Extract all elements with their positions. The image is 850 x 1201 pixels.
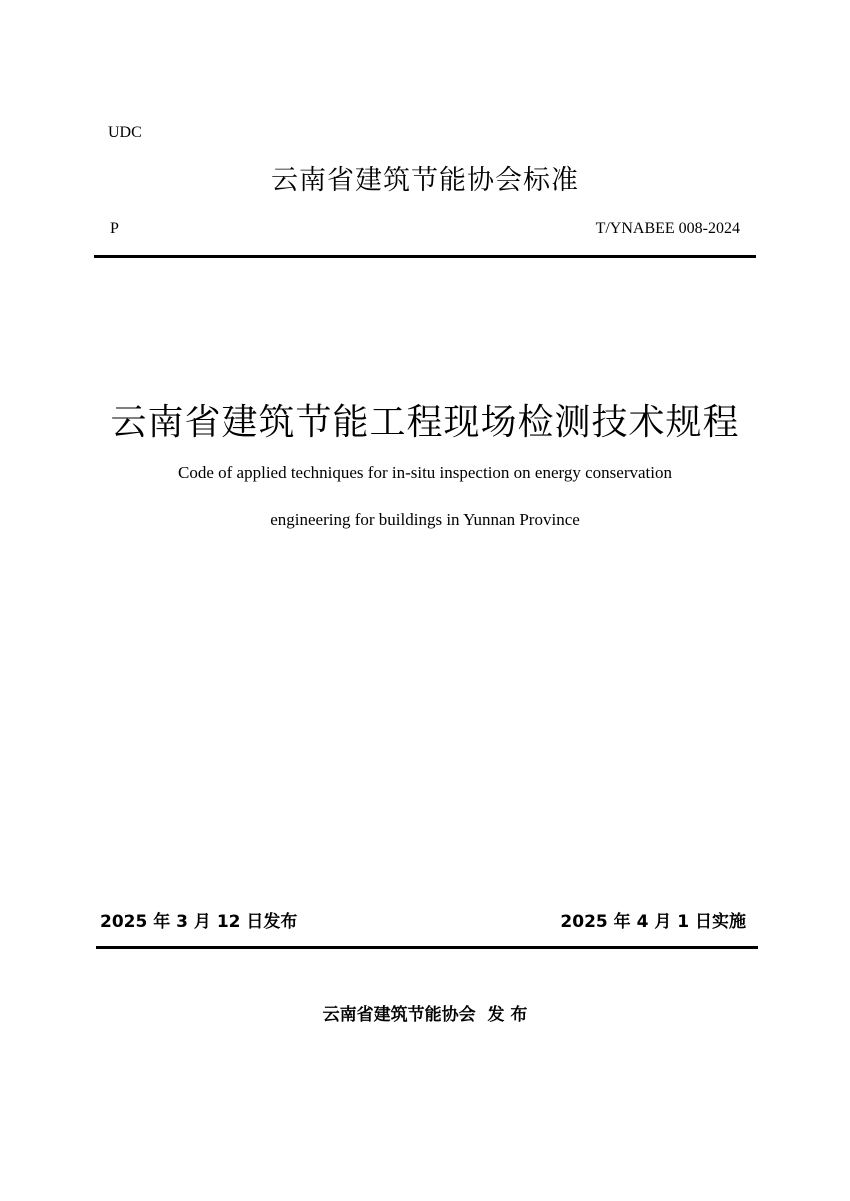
- issue-date: 2025 年 3 月 12 日发布: [100, 912, 298, 932]
- implementation-date: 2025 年 4 月 1 日实施: [560, 912, 746, 932]
- udc-label: UDC: [108, 124, 142, 141]
- document-title-english-line2: engineering for buildings in Yunnan Province: [270, 510, 580, 529]
- publisher-line: 云南省建筑节能协会 发 布: [322, 1005, 528, 1025]
- top-divider: [94, 255, 756, 258]
- classification-code: P: [110, 220, 119, 237]
- association-standard-heading: 云南省建筑节能协会标准: [271, 165, 579, 196]
- document-title-english-line1: Code of applied techniques for in-situ inspection on energy conservation: [178, 463, 672, 482]
- standard-number: T/YNABEE 008-2024: [595, 220, 740, 237]
- document-title-chinese: 云南省建筑节能工程现场检测技术规程: [110, 402, 740, 443]
- bottom-divider: [96, 946, 758, 949]
